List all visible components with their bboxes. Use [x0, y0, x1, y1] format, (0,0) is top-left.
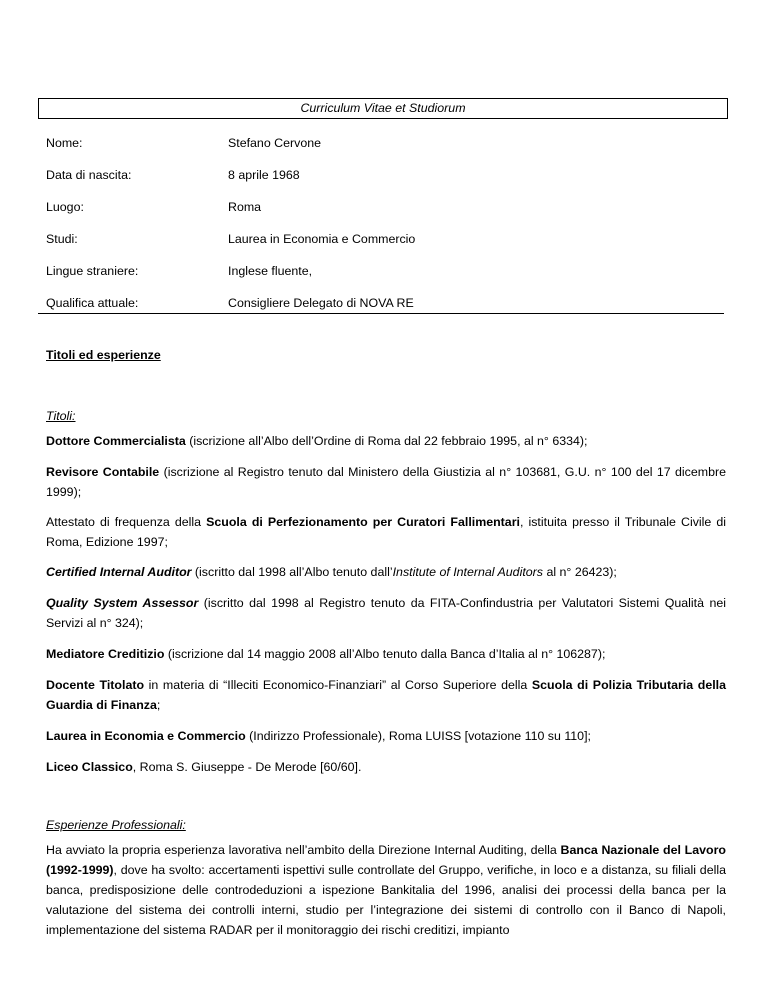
esperienze-bold: Banca Nazionale del Lavoro (1992-1999)	[46, 843, 726, 877]
info-label: Qualifica attuale:	[46, 296, 139, 310]
titolo-item	[46, 675, 726, 715]
titolo-text: (iscrizione all’Albo dell’Ordine di Roma dal 22 febbraio 1995, al n° 6334);	[185, 434, 588, 448]
info-value: 8 aprile 1968	[228, 168, 300, 182]
titolo-text: (Indirizzo Professionale), Roma LUISS [votazione 110 su 110];	[245, 729, 591, 743]
info-value: Consigliere Delegato di NOVA RE	[228, 296, 414, 310]
titolo-bold: Scuola di Polizia Tributaria della Guardia di Finanza	[46, 678, 727, 712]
info-value: Roma	[228, 200, 262, 214]
esperienze-text: Ha avviato la propria esperienza lavorativa nell’ambito della Direzione Internal Auditing, della	[46, 843, 561, 857]
titolo-text: in materia di “Illeciti Economico-Finanziari” al Corso Superiore della	[144, 678, 532, 692]
titolo-text: (iscrizione dal 14 maggio 2008 all’Albo tenuto dalla Banca d’Italia al n° 106287);	[164, 647, 606, 661]
esperienze-text: , dove ha svolto: accertamenti ispettivi sulle controllate del Gruppo, verifiche, in loco e a distanza, su filiali della banca, predisposizione delle controdeduzioni a ispezione Bankitalia del 1996, analisi dei processi della banca per la valutazione del sistema dei controlli interni, studio per l’integrazione dei sistemi di controllo con il Banco di Napoli, implementazione del sistema RADAR per il monitoraggio dei rischi creditizi, impianto	[46, 863, 726, 937]
info-label: Lingue straniere:	[46, 264, 139, 278]
titolo-item	[46, 462, 726, 502]
titolo-item	[46, 757, 726, 777]
titolo-text: Attestato di frequenza della	[46, 515, 207, 529]
info-row-nome	[46, 136, 726, 168]
info-value: Laurea in Economia e Commercio	[228, 232, 416, 246]
titolo-item	[46, 562, 726, 582]
info-row-luogo	[46, 200, 726, 232]
info-value: Stefano Cervone	[228, 136, 321, 150]
esperienze-heading: Esperienze Professionali:	[46, 818, 186, 832]
personal-info-table	[46, 136, 726, 328]
titolo-bold: Liceo Classico	[46, 760, 133, 774]
titolo-item	[46, 512, 726, 552]
titolo-bold: Dottore Commercialista	[46, 434, 186, 448]
titolo-text: , istituita presso il Tribunale Civile di Roma, Edizione 1997;	[46, 515, 727, 549]
document-title: Curriculum Vitae et Studiorum	[38, 98, 728, 119]
horizontal-divider	[38, 313, 724, 314]
titolo-bold: Mediatore Creditizio	[46, 647, 165, 661]
titolo-bold: Docente Titolato	[46, 678, 145, 692]
info-label: Nome:	[46, 136, 83, 150]
info-label: Luogo:	[46, 200, 84, 214]
titolo-text: al n° 26423);	[543, 565, 617, 579]
titolo-bold: Revisore Contabile	[46, 465, 160, 479]
info-label: Studi:	[46, 232, 78, 246]
titolo-text: (iscritto dal 1998 all’Albo tenuto dall’	[191, 565, 393, 579]
info-value: Inglese fluente,	[228, 264, 313, 278]
titolo-bold: Scuola di Perfezionamento per Curatori Fallimentari	[206, 515, 520, 529]
info-row-lingue	[46, 264, 726, 296]
titolo-item	[46, 644, 726, 664]
titolo-text: ;	[156, 698, 161, 712]
section-title: Titoli ed esperienze	[46, 348, 161, 362]
titolo-italic: Institute of Internal Auditors	[392, 565, 543, 579]
titolo-text: , Roma S. Giuseppe - De Merode [60/60].	[132, 760, 362, 774]
info-label: Data di nascita:	[46, 168, 132, 182]
titolo-text: (iscritto dal 1998 al Registro tenuto da FITA-Confindustria per Valutatori Sistemi Qualità nei Servizi al n° 324);	[46, 596, 726, 630]
esperienze-paragraph	[46, 840, 726, 940]
titolo-item	[46, 431, 726, 451]
titolo-item	[46, 726, 726, 746]
titolo-bold-italic: Quality System Assessor	[46, 596, 199, 610]
titoli-heading: Titoli:	[46, 409, 76, 423]
info-row-studi	[46, 232, 726, 264]
titolo-text: (iscrizione al Registro tenuto dal Ministero della Giustizia al n° 103681, G.U. n° 100 del 17 dicembre 1999);	[46, 465, 726, 499]
info-row-data-nascita	[46, 168, 726, 200]
titolo-bold: Laurea in Economia e Commercio	[46, 729, 246, 743]
info-row-qualifica	[46, 296, 726, 328]
titolo-item	[46, 593, 726, 633]
titolo-bold-italic: Certified Internal Auditor	[46, 565, 192, 579]
